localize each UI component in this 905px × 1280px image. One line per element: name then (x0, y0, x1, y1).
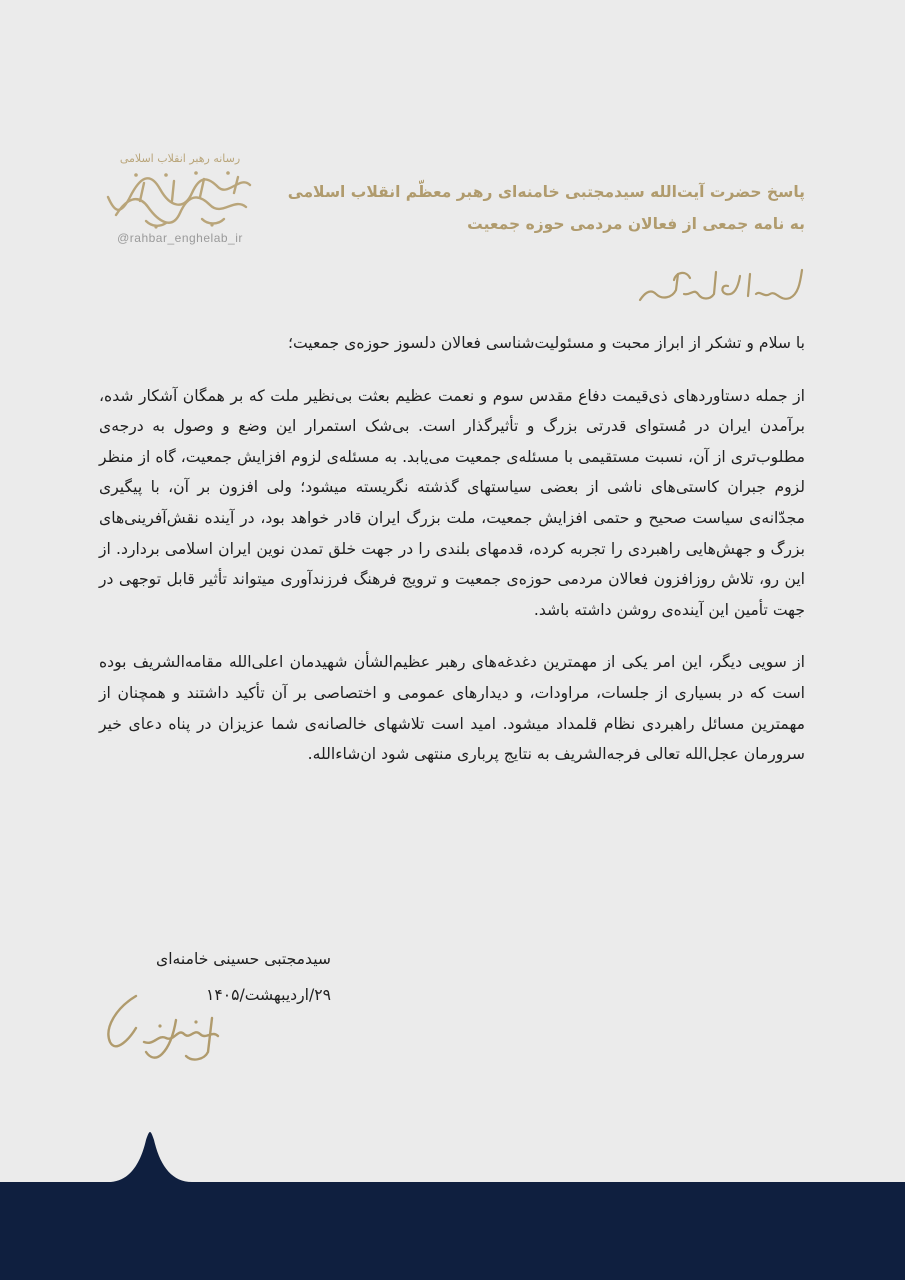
paragraph-1: از جمله دستاوردهای ذی‌قیمت دفاع مقدس سوم و نعمت عظیم بعثت بی‌نظیر ملت که بر همگان آشکار شده، برآمدن ایران در مُستوای قدرتی بزرگ و تأثیرگذار است. بی‌شک استمرار این وضع و وصول به درجه‌ی مطلوب‌تری از آن، نسبت مستقیمی با مسئله‌ی جمعیت می‌یابد. به مسئله‌ی لزوم افزایش جمعیت، گاه از منظر لزوم جبران کاستی‌های ناشی از بعضی سیاستهای گذشته نگریسته میشود؛ ولی افزون بر آن، با پیگیری مجدّانه‌ی سیاست صحیح و حتمی افزایش جمعیت، ملت بزرگ ایران قادر خواهد بود، در آینده نقش‌آفرینی‌های بزرگ و جهش‌هایی راهبردی را تجربه کرده، قدمهای بلندی را در جهت خلق تمدن نوین ایران اسلامی بردارد. از این رو، تلاش روزافزون فعالان مردمی حوزه‌ی جمعیت و ترویج فرهنگ فرزندآوری میتواند تأثیر قابل توجهی در جهت تأمین این آینده‌ی روشن داشته باشد. (99, 386, 805, 619)
letter-header (245, 176, 805, 240)
footer-band (0, 1130, 905, 1280)
logo-subtitle: رسانه رهبر انقلاب اسلامی (119, 152, 241, 165)
letter-date: ۲۹/اردیبهشت/۱۴۰۵ (205, 986, 331, 1004)
calligraphy-logo-icon (100, 167, 260, 229)
basmala-calligraphy-icon (630, 260, 810, 310)
header-line-1: پاسخ حضرت آیت‌الله سیدمجتبی خامنه‌ای رهبر معظّم انقلاب اسلامی (287, 183, 805, 201)
signer-name: سیدمجتبی حسینی خامنه‌ای (155, 950, 331, 968)
paragraph-2: از سویی دیگر، این امر یکی از مهمترین دغدغه‌های رهبر عظیم‌الشأن شهیدمان اعلی‌الله مقامه‌الشریف بوده است که در بسیاری از جلسات، مراودات، و دیدارهای عمومی و اختصاصی بر آن تأکید داشتند و همچنان از مهمترین مسائل راهبردی نظام قلمداد میشود. امید است تلاشهای خالصانه‌ی شما عزیزان در پناه دعای خیر سرورمان عجل‌الله تعالی فرجه‌الشریف به نتایج پرباری منتهی شود ان‌شاءالله. (99, 653, 805, 764)
logo (100, 152, 260, 245)
logo-handle: @rahbar_enghelab_ir (117, 231, 243, 245)
handwritten-signature-icon (96, 988, 226, 1066)
greeting: با سلام و تشکر از ابراز محبت و مسئولیت‌شناسی فعالان دلسوز حوزه‌ی جمعیت؛ (288, 334, 805, 352)
letter-body (99, 328, 805, 792)
header-line-2: به نامه جمعی از فعالان مردمی حوزه جمعیت (467, 215, 805, 233)
